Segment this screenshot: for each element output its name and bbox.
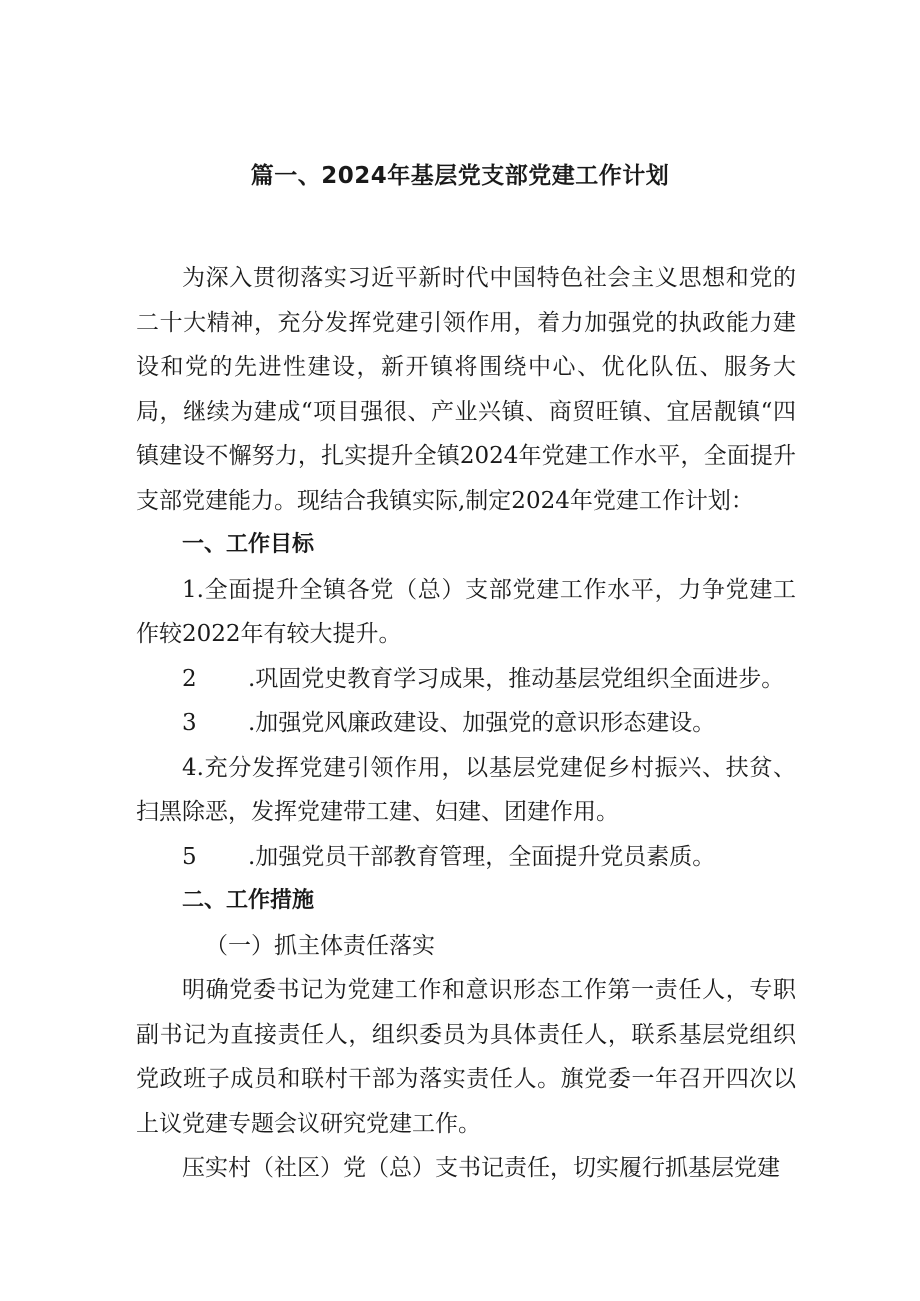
- goal-item-3-number: 3: [182, 710, 197, 736]
- section-heading-goals: 一、工作目标: [182, 532, 315, 557]
- document-body: [136, 256, 796, 1191]
- goal-item-3-text: .加强党风廉政建设、加强党的意识形态建设。: [248, 710, 716, 736]
- section-heading-measures: 二、工作措施: [182, 888, 315, 913]
- goal-item-4: [136, 746, 796, 835]
- goal-item-5-number: 5: [182, 843, 197, 870]
- goal-item-5-text: .加强党员干部教育管理，全面提升党员素质。: [248, 843, 716, 870]
- goal-item-4-number: 4: [182, 754, 197, 781]
- goal-item-1-text: .全面提升全镇各党（总）支部党建工作水平，力争党建工作较2022年有较大提升。: [136, 576, 796, 647]
- goal-item-5: [136, 835, 796, 880]
- document-title: 篇一、2024年基层党支部党建工作计划: [250, 163, 670, 189]
- goal-item-1: [136, 568, 796, 657]
- responsibility-paragraph-2: 压实村（社区）党（总）支书记责任，切实履行抓基层党建: [182, 1155, 780, 1181]
- goal-item-2-number: 2: [182, 665, 197, 692]
- intro-paragraph: 为深入贯彻落实习近平新时代中国特色社会主义思想和党的二十大精神，充分发挥党建引领作用，着力加强党的执政能力建设和党的先进性建设，新开镇将围绕中心、优化队伍、服务大局，继续为建成“项目强很、产业兴镇、商贸旺镇、宜居靓镇“四镇建设不懈努力，扎实提升全镇2024年党建工作水平，全面提升支部党建能力。现结合我镇实际,制定2024年党建工作计划：: [136, 265, 796, 514]
- goal-item-1-number: 1: [182, 576, 197, 603]
- goal-item-2-text: .巩固党史教育学习成果，推动基层党组织全面进步。: [248, 665, 785, 692]
- responsibility-paragraph-1: 明确党委书记为党建工作和意识形态工作第一责任人，专职副书记为直接责任人，组织委员为具体责任人，联系基层党组织党政班子成员和联村干部为落实责任人。旗党委一年召开四次以上议党建专题会议研究党建工作。: [136, 977, 796, 1137]
- goal-item-2: [136, 657, 796, 702]
- goal-item-3: [136, 701, 796, 746]
- subsection-heading-responsibility: （一）抓主体责任落实: [205, 932, 435, 959]
- goal-item-4-text: .充分发挥党建引领作用，以基层党建促乡村振兴、扶贫、扫黑除恶，发挥党建带工建、妇建、团建作用。: [136, 754, 796, 825]
